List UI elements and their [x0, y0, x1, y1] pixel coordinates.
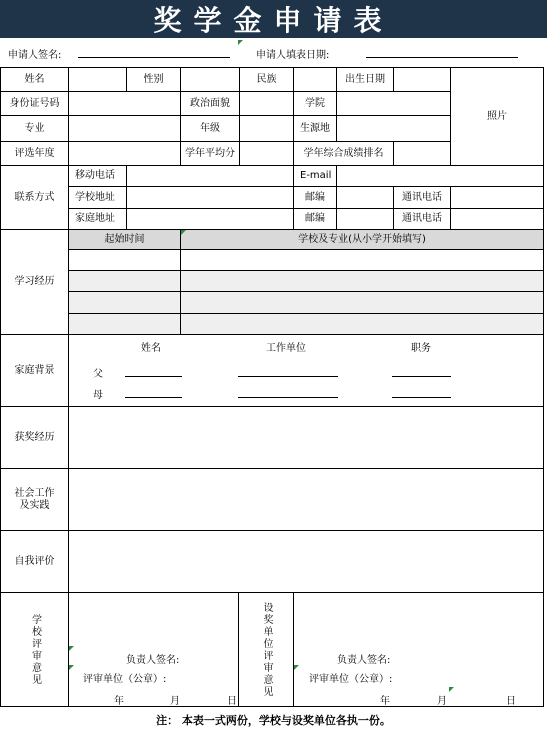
study-school-field[interactable] — [180, 249, 544, 271]
father-label: 父 — [93, 369, 103, 380]
school-signer-label: 负责人签名: — [126, 655, 180, 666]
school-postcode-label: 邮编 — [293, 186, 337, 209]
mobile-field[interactable] — [126, 165, 294, 187]
origin-label: 生源地 — [293, 115, 337, 142]
birth-date-field[interactable] — [393, 67, 451, 92]
self-eval-label: 自我评价 — [0, 530, 69, 593]
gender-field[interactable] — [180, 67, 240, 92]
school-address-field[interactable] — [126, 186, 294, 209]
sponsor-unit-label: 评审单位（公章）: — [309, 674, 393, 685]
title-bar — [0, 0, 547, 38]
id-number-field[interactable] — [68, 91, 181, 116]
social-work-label: 社会工作及实践 — [0, 468, 69, 531]
ethnicity-label: 民族 — [239, 67, 294, 92]
study-start-field[interactable] — [68, 313, 181, 335]
comment-marker — [294, 665, 299, 670]
footer-note: 注： 本表一式两份，学校与设奖单位各执一份。 — [156, 714, 391, 727]
family-work-header: 工作单位 — [266, 343, 306, 354]
grade-field[interactable] — [239, 115, 294, 142]
signature-field[interactable] — [78, 57, 230, 58]
birth-date-label: 出生日期 — [336, 67, 394, 92]
school-phone-field[interactable] — [450, 186, 544, 209]
fill-date-field[interactable] — [366, 57, 518, 58]
awards-label: 获奖经历 — [0, 406, 69, 469]
major-label: 专业 — [0, 115, 69, 142]
photo-box[interactable]: 照片 — [450, 67, 544, 166]
self-eval-field[interactable] — [68, 530, 544, 593]
form-title: 奖学金申请表 — [153, 4, 394, 37]
school-phone-label: 通讯电话 — [393, 186, 451, 209]
eval-year-label: 评选年度 — [0, 141, 69, 166]
college-label: 学院 — [293, 91, 337, 116]
comment-marker — [69, 665, 74, 670]
sponsor-year-label: 年 — [380, 696, 390, 707]
study-school-field[interactable] — [180, 270, 544, 292]
school-review-box[interactable] — [68, 592, 239, 707]
father-title-field[interactable] — [392, 376, 451, 377]
name-label: 姓名 — [0, 67, 69, 92]
school-day-label: 日 — [227, 696, 237, 707]
mother-label: 母 — [93, 390, 103, 401]
home-postcode-label: 邮编 — [293, 208, 337, 230]
home-phone-field[interactable] — [450, 208, 544, 230]
ethnicity-field[interactable] — [293, 67, 337, 92]
family-label: 家庭背景 — [0, 334, 69, 407]
eval-year-field[interactable] — [68, 141, 181, 166]
contact-label: 联系方式 — [0, 165, 69, 230]
father-name-field[interactable] — [125, 376, 182, 377]
email-label: E-mail — [293, 165, 337, 187]
mother-name-field[interactable] — [125, 397, 182, 398]
fill-date-label: 申请人填表日期: — [256, 50, 330, 61]
email-field[interactable] — [336, 165, 544, 187]
sponsor-review-box[interactable] — [293, 592, 544, 707]
home-phone-label: 通讯电话 — [393, 208, 451, 230]
home-address-field[interactable] — [126, 208, 294, 230]
rank-field[interactable] — [393, 141, 451, 166]
school-unit-label: 评审单位（公章）: — [83, 674, 167, 685]
rank-label: 学年综合成绩排名 — [293, 141, 394, 166]
awards-field[interactable] — [68, 406, 544, 469]
sponsor-signer-label: 负责人签名: — [337, 655, 391, 666]
gpa-label: 学年平均分 — [180, 141, 240, 166]
origin-field[interactable] — [336, 115, 451, 142]
study-start-header: 起始时间 — [68, 229, 181, 250]
political-status-label: 政治面貌 — [180, 91, 240, 116]
comment-marker — [238, 40, 243, 45]
school-month-label: 月 — [170, 696, 180, 707]
sponsor-day-label: 日 — [506, 696, 516, 707]
family-name-header: 姓名 — [141, 343, 161, 354]
major-field[interactable] — [68, 115, 181, 142]
school-postcode-field[interactable] — [336, 186, 394, 209]
comment-marker — [181, 230, 186, 235]
study-school-field[interactable] — [180, 291, 544, 314]
family-title-header: 职务 — [411, 343, 431, 354]
gender-label: 性别 — [126, 67, 181, 92]
gpa-field[interactable] — [239, 141, 294, 166]
mobile-label: 移动电话 — [68, 165, 127, 187]
study-history-label: 学习经历 — [0, 229, 69, 335]
comment-marker — [449, 687, 454, 692]
name-field[interactable] — [68, 67, 127, 92]
school-year-label: 年 — [114, 696, 124, 707]
home-postcode-field[interactable] — [336, 208, 394, 230]
study-school-field[interactable] — [180, 313, 544, 335]
id-number-label: 身份证号码 — [0, 91, 69, 116]
grade-label: 年级 — [180, 115, 240, 142]
study-start-field[interactable] — [68, 291, 181, 314]
comment-marker — [69, 646, 74, 651]
mother-title-field[interactable] — [392, 397, 451, 398]
father-work-field[interactable] — [238, 376, 338, 377]
school-review-label: 学校评审意见 — [0, 592, 69, 707]
college-field[interactable] — [336, 91, 451, 116]
home-address-label: 家庭地址 — [68, 208, 127, 230]
school-address-label: 学校地址 — [68, 186, 127, 209]
signature-label: 申请人签名: — [8, 50, 62, 61]
political-status-field[interactable] — [239, 91, 294, 116]
study-school-header: 学校及专业(从小学开始填写) — [180, 229, 544, 250]
sponsor-review-label: 设奖单位评审意见 — [238, 592, 294, 707]
study-start-field[interactable] — [68, 249, 181, 271]
sponsor-month-label: 月 — [437, 696, 447, 707]
mother-work-field[interactable] — [238, 397, 338, 398]
social-work-field[interactable] — [68, 468, 544, 531]
study-start-field[interactable] — [68, 270, 181, 292]
